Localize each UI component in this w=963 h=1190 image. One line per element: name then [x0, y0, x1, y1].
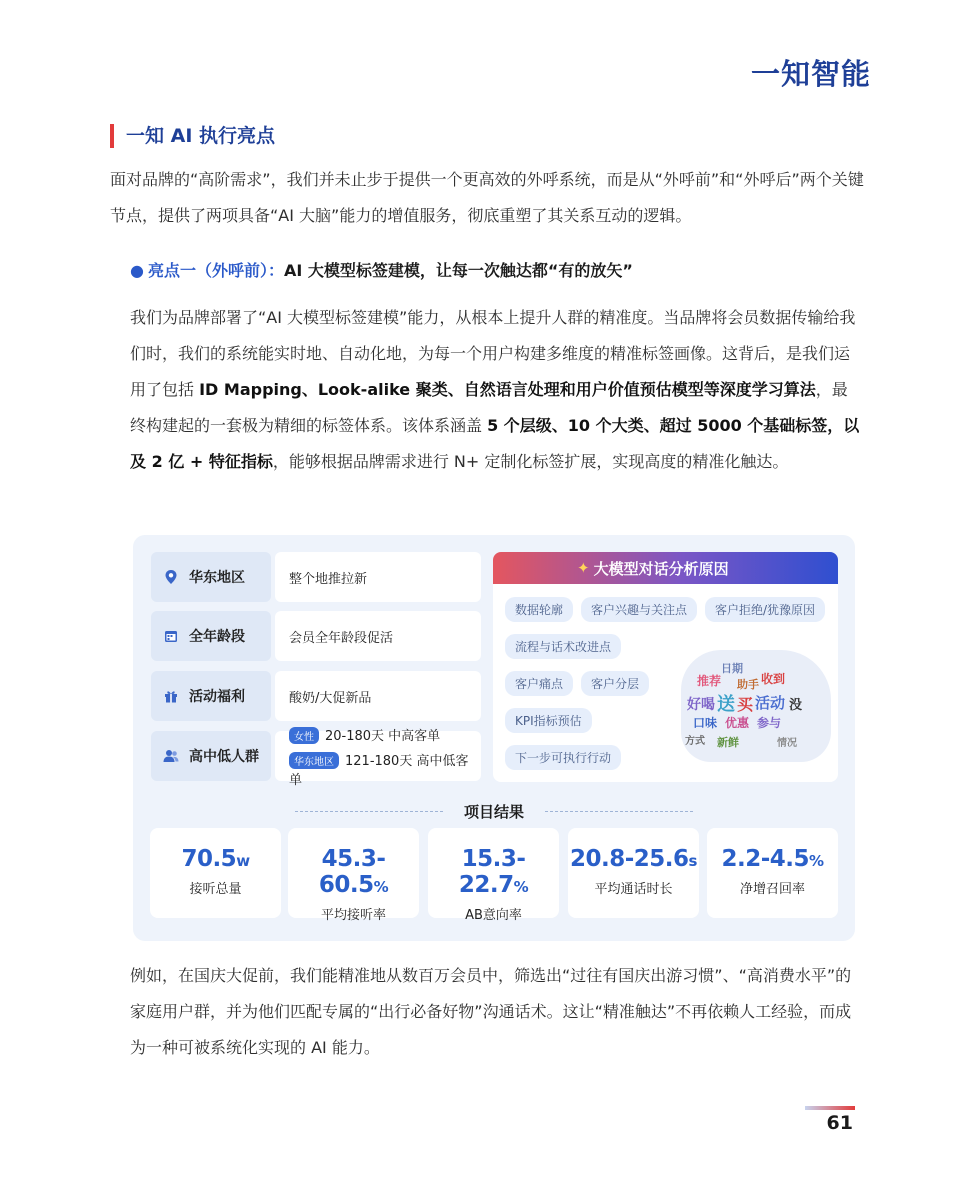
highlight-label: 亮点一（外呼前）：	[147, 261, 284, 280]
analysis-chip: 客户兴趣与关注点	[581, 597, 697, 622]
body-text-2: ，最终构建起的一套极为精细的标签体系。该体系涵盖	[130, 380, 848, 435]
segment-tag	[151, 611, 271, 661]
segment-sub-tag: 华东地区	[289, 752, 339, 769]
cloud-word: 口味	[693, 716, 718, 730]
segment-row	[151, 671, 481, 721]
sparkle-icon: ✦	[577, 559, 590, 577]
segment-value	[275, 728, 481, 788]
page-number: 61	[826, 1112, 853, 1134]
body-bold-1: ID Mapping、Look-alike 聚类、自然语言处理和用户价值预估模型等深度学习算法	[199, 380, 816, 399]
result-unit: s	[688, 852, 697, 870]
results-title: 项目结果	[463, 803, 524, 821]
analysis-chip: 客户分层	[581, 671, 649, 696]
cloud-word: 推荐	[697, 674, 722, 688]
result-card	[707, 828, 838, 918]
result-unit: w	[236, 852, 250, 870]
result-number: 15.3-22.7	[458, 846, 526, 898]
cloud-word: 活动	[755, 694, 786, 712]
result-value	[568, 846, 699, 872]
cloud-word: 买	[737, 695, 754, 714]
cloud-word: 送	[717, 694, 735, 715]
body-paragraph	[130, 300, 860, 480]
result-card	[428, 828, 559, 923]
cloud-word: 没	[789, 698, 803, 713]
page-number-bar	[805, 1106, 855, 1110]
cloud-word: 日期	[721, 662, 743, 675]
result-label: 平均接听率	[320, 908, 386, 923]
cloud-word: 参与	[757, 716, 782, 730]
cloud-word: 好喝	[687, 697, 715, 713]
word-cloud	[681, 650, 831, 762]
divider	[545, 811, 693, 812]
analysis-chip: 下一步可执行行动	[505, 745, 621, 770]
body-text-3: ，能够根据品牌需求进行 N+ 定制化标签扩展，实现高度的精准化触达。	[272, 452, 789, 471]
result-value	[707, 846, 838, 872]
segment-row	[151, 611, 481, 661]
result-number: 2.2-4.5	[721, 846, 809, 872]
cloud-word: 优惠	[725, 716, 750, 730]
result-card	[288, 828, 419, 923]
analysis-chip: 流程与话术改进点	[505, 634, 621, 659]
analysis-chip: KPI指标预估	[505, 708, 592, 733]
segment-value: 酸奶/大促新品	[275, 671, 481, 721]
result-unit: %	[809, 852, 824, 870]
result-unit: %	[513, 878, 529, 896]
segment-value: 会员全年龄段促活	[275, 611, 481, 661]
body-bold-2: 5 个层级、10 个大类、超过 5000 个基础标签，以及 2 亿 + 特征指标	[130, 416, 860, 471]
segment-label: 活动福利	[189, 689, 245, 705]
segment-tag	[151, 671, 271, 721]
cloud-word: 助手	[737, 678, 759, 691]
result-number: 70.5	[181, 846, 237, 872]
result-label: 接听总量	[189, 882, 242, 897]
gift-icon	[163, 688, 179, 704]
location-pin-icon	[163, 569, 179, 585]
result-value	[288, 846, 419, 898]
result-value	[150, 846, 281, 872]
segment-sub-text: 20-180天 中高客单	[325, 728, 441, 744]
analysis-chip: 客户痛点	[505, 671, 573, 696]
segment-sub-line	[289, 750, 481, 788]
ai-analysis-title: 大模型对话分析原因	[593, 559, 729, 578]
segment-sub-text: 121-180天 高中低客单	[289, 753, 469, 788]
segment-label: 全年龄段	[189, 629, 245, 645]
segment-row	[151, 552, 481, 602]
segment-tag	[151, 731, 271, 781]
example-paragraph: 例如，在国庆大促前，我们能精准地从数百万会员中，筛选出“过往有国庆出游习惯”、“高消费水平”的家庭用户群，并为他们匹配专属的“出行必备好物”沟通话术。这让“精准触达”不再依赖人工经验，而成为一种可被系统化实现的 AI 能力。	[130, 966, 852, 1057]
case-panel	[133, 535, 855, 941]
ai-analysis-header	[493, 552, 838, 584]
result-number: 45.3-60.5	[318, 846, 386, 898]
highlight-title: AI 大模型标签建模，让每一次触达都“有的放矢”	[283, 261, 633, 280]
result-label: AB意向率	[465, 908, 522, 923]
cloud-word: 收到	[761, 672, 786, 686]
result-card	[568, 828, 699, 918]
segment-label: 高中低人群	[189, 749, 259, 765]
result-card	[150, 828, 281, 918]
body-text-1: 我们为品牌部署了“AI 大模型标签建模”能力，从根本上提升人群的精准度。当品牌将会员数据传输给我们时，我们的系统能实时地、自动化地，为每一个用户构建多维度的精准标签画像。这背后，是我们运用了包括	[130, 308, 856, 399]
analysis-chip: 数据轮廓	[505, 597, 573, 622]
result-label: 平均通话时长	[594, 882, 673, 897]
segment-sub-tag: 女性	[289, 727, 319, 744]
cloud-word: 方式	[685, 736, 705, 747]
cloud-word: 情况	[777, 738, 797, 749]
segment-value: 整个地推拉新	[275, 552, 481, 602]
segment-tag	[151, 552, 271, 602]
highlight-heading	[130, 258, 633, 281]
result-unit: %	[373, 878, 389, 896]
intro-paragraph: 面对品牌的“高阶需求”，我们并未止步于提供一个更高效的外呼系统，而是从“外呼前”和“外呼后”两个关键节点，提供了两项具备“AI 大脑”能力的增值服务，彻底重塑了其关系互动的逻辑。	[110, 170, 864, 225]
bullet-dot-icon: ●	[130, 261, 144, 280]
result-label: 净增召回率	[739, 882, 805, 897]
analysis-chip: 客户拒绝/犹豫原因	[705, 597, 825, 622]
cloud-word: 新鲜	[717, 736, 739, 749]
brand-logo-text: 一知智能	[750, 57, 871, 91]
people-icon	[163, 748, 179, 764]
segment-sub-line	[289, 725, 440, 744]
calendar-icon	[163, 628, 179, 644]
section-title: 一知 AI 执行亮点	[110, 124, 275, 148]
ai-analysis-card	[493, 552, 838, 782]
result-value	[428, 846, 559, 898]
segment-label: 华东地区	[189, 570, 245, 586]
result-number: 20.8-25.6	[570, 846, 689, 872]
segment-row	[151, 728, 481, 788]
